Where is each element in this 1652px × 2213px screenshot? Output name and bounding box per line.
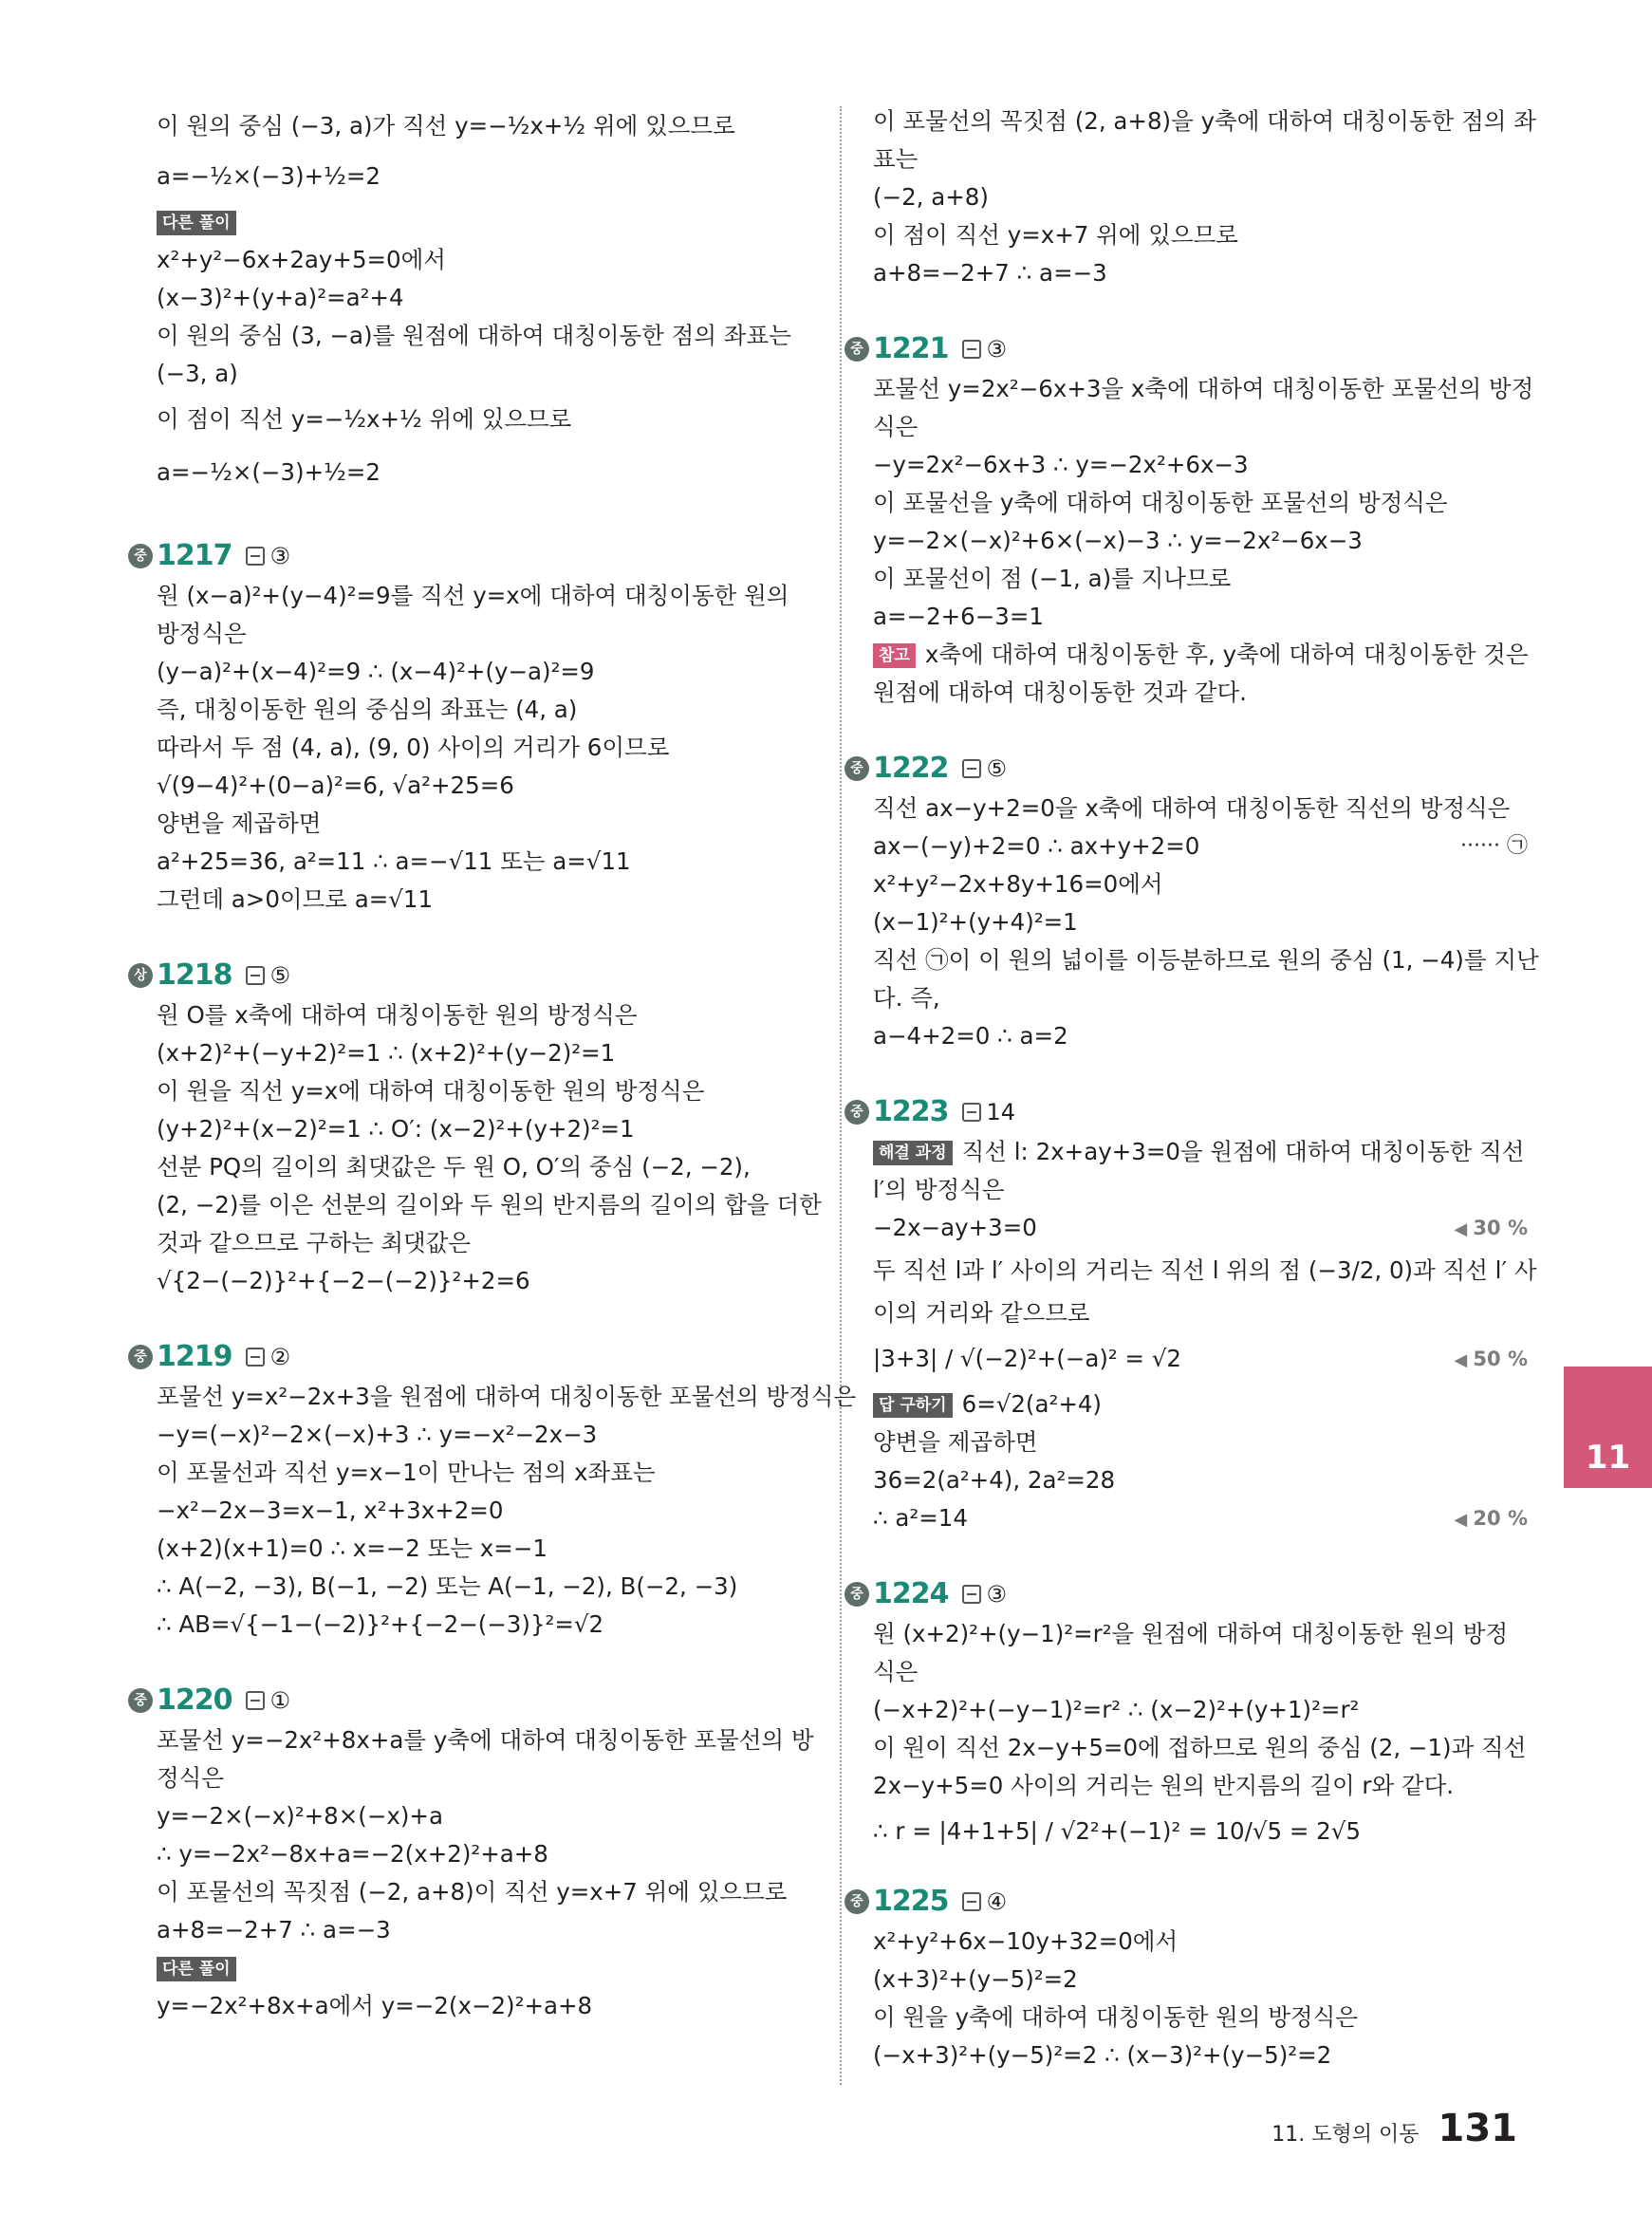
process-tag: 해결 과정 [873, 1141, 953, 1165]
text-line: −2x−ay+3=0 [873, 1214, 1037, 1241]
answer-icon [246, 966, 265, 985]
page-footer [1271, 2107, 1517, 2150]
text-line: ∴ A(−2, −3), B(−1, −2) 또는 A(−1, −2), B(−2, −3) [157, 1572, 738, 1600]
difficulty-badge: 중 [845, 1582, 869, 1607]
answer-icon [962, 1892, 981, 1911]
text-line: 이 점이 직선 y=−½x+½ 위에 있으므로 [157, 405, 572, 433]
text-line: (x+2)(x+1)=0 ∴ x=−2 또는 x=−1 [157, 1534, 548, 1562]
text-line: ∴ a²=14 [873, 1504, 968, 1532]
text-line: 이 원을 y축에 대하여 대칭이동한 원의 방정식은 [873, 2003, 1358, 2031]
answer-step-tag: 답 구하기 [873, 1393, 953, 1418]
difficulty-badge: 상 [128, 963, 153, 988]
text-line: 선분 PQ의 길이의 최댓값은 두 원 O, O′의 중심 (−2, −2), [157, 1153, 751, 1181]
difficulty-badge: 중 [845, 337, 869, 362]
text-line: x²+y²−2x+8y+16=0에서 [873, 870, 1163, 898]
chapter-title: 11. 도형의 이동 [1271, 2123, 1420, 2147]
text-line: y=−2×(−x)²+6×(−x)−3 ∴ y=−2x²−6x−3 [873, 527, 1363, 554]
answer: 14 [986, 1099, 1016, 1125]
text-line: ∴ y=−2x²−8x+a=−2(x+2)²+a+8 [157, 1840, 548, 1868]
right-column [850, 102, 1539, 2074]
text-line: 식은 [873, 413, 919, 440]
text-line: 포물선 y=−2x²+8x+a를 y축에 대하여 대칭이동한 포물선의 방 [157, 1726, 814, 1754]
column-divider [840, 106, 842, 2085]
problem-header-1217 [128, 535, 811, 577]
text-line: ∴ AB=√{−1−(−2)}²+{−2−(−3)}²=√2 [157, 1610, 604, 1638]
answer: ② [269, 1344, 291, 1370]
text-line: 포물선 y=2x²−6x+3을 x축에 대하여 대칭이동한 포물선의 방정 [873, 375, 1534, 402]
text-line: 이 포물선이 점 (−1, a)를 지나므로 [873, 565, 1232, 592]
score-percent: ◀ 50 % [1454, 1332, 1528, 1387]
problem-header-1223 [845, 1091, 1528, 1133]
text-line: 것과 같으므로 구하는 최댓값은 [157, 1229, 472, 1256]
score-percent: ◀ 30 % [1454, 1209, 1528, 1249]
text-line: 이 원의 중심 (−3, a)가 직선 y=−½x+½ 위에 있으므로 [157, 112, 735, 139]
answer-icon [246, 547, 265, 566]
text-line: x²+y²−6x+2ay+5=0에서 [157, 246, 446, 273]
chapter-tab: 11 [1564, 1367, 1652, 1488]
problem-number: 1224 [873, 1577, 949, 1610]
difficulty-badge: 중 [128, 544, 153, 568]
problem-number: 1223 [873, 1095, 949, 1128]
text-line: 이 포물선의 꼭짓점 (2, a+8)을 y축에 대하여 대칭이동한 점의 좌 [873, 107, 1536, 135]
text-line: 표는 [873, 145, 919, 173]
alt-solution-tag: 다른 풀이 [157, 1957, 236, 1981]
left-column [134, 102, 857, 2025]
text-line: 이 원이 직선 2x−y+5=0에 접하므로 원의 중심 (2, −1)과 직선 [873, 1734, 1527, 1761]
text-line: 원점에 대하여 대칭이동한 것과 같다. [873, 679, 1247, 706]
text-line: 이 포물선을 y축에 대하여 대칭이동한 포물선의 방정식은 [873, 489, 1448, 516]
text-line: 2x−y+5=0 사이의 거리는 원의 반지름의 길이 r와 같다. [873, 1772, 1455, 1799]
difficulty-badge: 중 [845, 1100, 869, 1125]
answer-icon [962, 1103, 981, 1122]
answer-icon [246, 1348, 265, 1367]
text-line: 원 O를 x축에 대하여 대칭이동한 원의 방정식은 [157, 1001, 638, 1029]
text-line: 직선 l: 2x+ay+3=0을 원점에 대하여 대칭이동한 직선 [961, 1138, 1525, 1165]
answer: ⑤ [986, 755, 1008, 782]
text-line: 이 포물선과 직선 y=x−1이 만나는 점의 x좌표는 [157, 1459, 656, 1486]
text-line: (x+3)²+(y−5)²=2 [873, 1965, 1078, 1993]
text-line: |3+3| / √(−2)²+(−a)² = √2 [873, 1345, 1182, 1372]
text-line: (−x+2)²+(−y−1)²=r² ∴ (x−2)²+(y+1)²=r² [873, 1696, 1360, 1723]
text-line: 직선 ax−y+2=0을 x축에 대하여 대칭이동한 직선의 방정식은 [873, 794, 1511, 822]
answer: ③ [269, 543, 291, 569]
problem-number: 1219 [157, 1340, 232, 1373]
text-line: 식은 [873, 1658, 919, 1685]
text-line: 이 원의 중심 (3, −a)를 원점에 대하여 대칭이동한 점의 좌표는 [157, 322, 791, 349]
text-line: a−4+2=0 ∴ a=2 [873, 1022, 1068, 1050]
note-tag: 참고 [873, 643, 916, 668]
difficulty-badge: 중 [845, 756, 869, 781]
text-line: (y−a)²+(x−4)²=9 ∴ (x−4)²+(y−a)²=9 [157, 658, 595, 685]
text-line: l′의 방정식은 [873, 1176, 1005, 1203]
text-line: √(9−4)²+(0−a)²=6, √a²+25=6 [157, 772, 514, 799]
text-line: (2, −2)를 이은 선분의 길이와 두 원의 반지름의 길이의 합을 더한 [157, 1191, 822, 1218]
problem-header-1220 [128, 1680, 811, 1721]
text-line: (y+2)²+(x−2)²=1 ∴ O′: (x−2)²+(y+2)²=1 [157, 1115, 635, 1143]
answer: ③ [986, 336, 1008, 363]
text-line: 원 (x+2)²+(y−1)²=r²을 원점에 대하여 대칭이동한 원의 방정 [873, 1620, 1509, 1647]
problem-number: 1225 [873, 1885, 949, 1918]
text-line: 이 점이 직선 y=x+7 위에 있으므로 [873, 221, 1238, 249]
text-line: (−2, a+8) [873, 183, 989, 211]
text-line: 따라서 두 점 (4, a), (9, 0) 사이의 거리가 6이므로 [157, 734, 670, 761]
problem-header-1218 [128, 955, 811, 996]
text-line: a²+25=36, a²=11 ∴ a=−√11 또는 a=√11 [157, 847, 631, 875]
problem-header-1222 [845, 748, 1528, 790]
answer: ① [269, 1687, 291, 1714]
text-line: 정식은 [157, 1764, 225, 1792]
difficulty-badge: 중 [845, 1889, 869, 1914]
text-line: x²+y²+6x−10y+32=0에서 [873, 1927, 1179, 1955]
problem-number: 1218 [157, 958, 232, 992]
text-line: 방정식은 [157, 620, 247, 647]
answer: ④ [986, 1888, 1008, 1915]
text-line: 이 포물선의 꼭짓점 (−2, a+8)이 직선 y=x+7 위에 있으므로 [157, 1878, 788, 1906]
alt-solution-tag: 다른 풀이 [157, 211, 236, 235]
text-line: 다. 즉, [873, 984, 940, 1012]
answer: ③ [986, 1581, 1008, 1608]
text-line: ax−(−y)+2=0 ∴ ax+y+2=0 [873, 832, 1200, 860]
problem-header-1225 [845, 1881, 1528, 1923]
text-line: 원 (x−a)²+(y−4)²=9를 직선 y=x에 대하여 대칭이동한 원의 [157, 582, 789, 609]
problem-header-1221 [845, 328, 1528, 370]
text-line: −y=2x²−6x+3 ∴ y=−2x²+6x−3 [873, 451, 1249, 478]
problem-header-1224 [845, 1573, 1528, 1615]
text-line: a+8=−2+7 ∴ a=−3 [157, 1916, 391, 1943]
text-line: (x+2)²+(−y+2)²=1 ∴ (x+2)²+(y−2)²=1 [157, 1039, 616, 1067]
text-line: a=−2+6−3=1 [873, 603, 1045, 630]
problem-header-1219 [128, 1336, 811, 1378]
text-line: √{2−(−2)}²+{−2−(−2)}²+2=6 [157, 1267, 530, 1294]
problem-number: 1221 [873, 332, 949, 365]
text-line: ∴ r = |4+1+5| / √2²+(−1)² = 10/√5 = 2√5 [873, 1817, 1361, 1845]
text-line: (x−3)²+(y+a)²=a²+4 [157, 284, 404, 311]
text-line: (−x+3)²+(y−5)²=2 ∴ (x−3)²+(y−5)²=2 [873, 2041, 1332, 2069]
text-line: 포물선 y=x²−2x+3을 원점에 대하여 대칭이동한 포물선의 방정식은 [157, 1383, 857, 1410]
problem-number: 1217 [157, 539, 232, 572]
answer-icon [962, 759, 981, 778]
text-line: a+8=−2+7 ∴ a=−3 [873, 259, 1107, 287]
answer-icon [962, 340, 981, 359]
text-line: 즉, 대칭이동한 원의 중심의 좌표는 (4, a) [157, 696, 578, 723]
text-line: −y=(−x)²−2×(−x)+3 ∴ y=−x²−2x−3 [157, 1421, 598, 1448]
text-line: 직선 ㉠이 이 원의 넓이를 이등분하므로 원의 중심 (1, −4)를 지난 [873, 946, 1539, 974]
text-line: 두 직선 l과 l′ 사이의 거리는 직선 l 위의 점 (−3/2, 0)과 직선 l′ 사 [873, 1256, 1537, 1284]
text-line: 그런데 a>0이므로 a=√11 [157, 885, 434, 913]
problem-number: 1222 [873, 752, 949, 785]
text-line: y=−2x²+8x+a에서 y=−2(x−2)²+a+8 [157, 1992, 593, 2019]
text-line: 이 원을 직선 y=x에 대하여 대칭이동한 원의 방정식은 [157, 1077, 705, 1105]
text-line: (x−1)²+(y+4)²=1 [873, 908, 1078, 936]
text-line: 양변을 제곱하면 [157, 809, 322, 837]
answer-icon [246, 1691, 265, 1710]
text-line: −x²−2x−3=x−1, x²+3x+2=0 [157, 1497, 504, 1524]
text-line: 6=√2(a²+4) [961, 1390, 1102, 1418]
text-line: y=−2×(−x)²+8×(−x)+a [157, 1802, 443, 1830]
problem-number: 1220 [157, 1683, 232, 1717]
note-line [873, 636, 1528, 674]
note-text: x축에 대하여 대칭이동한 후, y축에 대하여 대칭이동한 것은 [924, 641, 1529, 668]
text-line: (−3, a) [157, 360, 238, 387]
text-line: a=−½×(−3)+½=2 [157, 162, 381, 190]
text-line: 이의 거리와 같으므로 [873, 1299, 1090, 1327]
text-line: 36=2(a²+4), 2a²=28 [873, 1466, 1116, 1494]
score-percent: ◀ 20 % [1454, 1499, 1528, 1539]
equation-marker: ······ ㉠ [1460, 834, 1528, 858]
answer-icon [962, 1585, 981, 1604]
page-number: 131 [1438, 2107, 1517, 2150]
difficulty-badge: 중 [128, 1688, 153, 1713]
text-line: 양변을 제곱하면 [873, 1428, 1038, 1456]
text-line: a=−½×(−3)+½=2 [157, 458, 381, 486]
answer: ⑤ [269, 962, 291, 989]
difficulty-badge: 중 [128, 1345, 153, 1369]
